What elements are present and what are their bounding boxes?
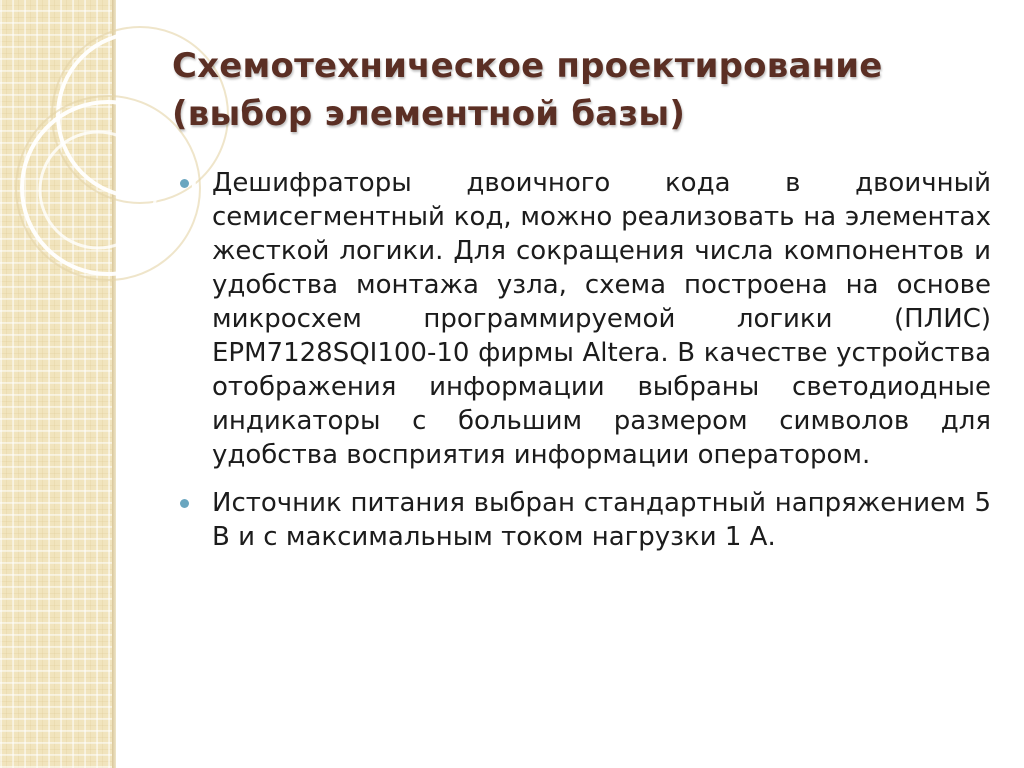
bullet-text: Дешифраторы двоичного кода в двоичный семисегментный код, можно реализовать на элементах жесткой логики. Для сокращения числа компонентов и удобства монтажа узла, схема построена на основе микросхем программируемой логики (ПЛИС) EPM7128SQI100-10 фирмы Altera. В качестве устройства отображения информации выбраны светодиодные индикаторы с большим размером символов для удобства восприятия информации оператором.	[212, 168, 991, 470]
decorative-side-panel	[0, 0, 112, 768]
bullet-text: Источник питания выбран стандартный напряжением 5 В и с максимальным током нагрузки 1 А.	[212, 488, 991, 552]
slide-title-line-1: Схемотехническое проектирование	[172, 46, 883, 86]
bullet-list	[176, 166, 991, 568]
bullet-item	[176, 166, 991, 472]
slide-title	[172, 42, 972, 138]
side-panel-border	[112, 0, 116, 768]
bullet-item	[176, 486, 991, 554]
slide-title-line-2: (выбор элементной базы)	[172, 94, 686, 134]
bullet-dot-icon	[180, 179, 189, 188]
bullet-dot-icon	[180, 499, 189, 508]
